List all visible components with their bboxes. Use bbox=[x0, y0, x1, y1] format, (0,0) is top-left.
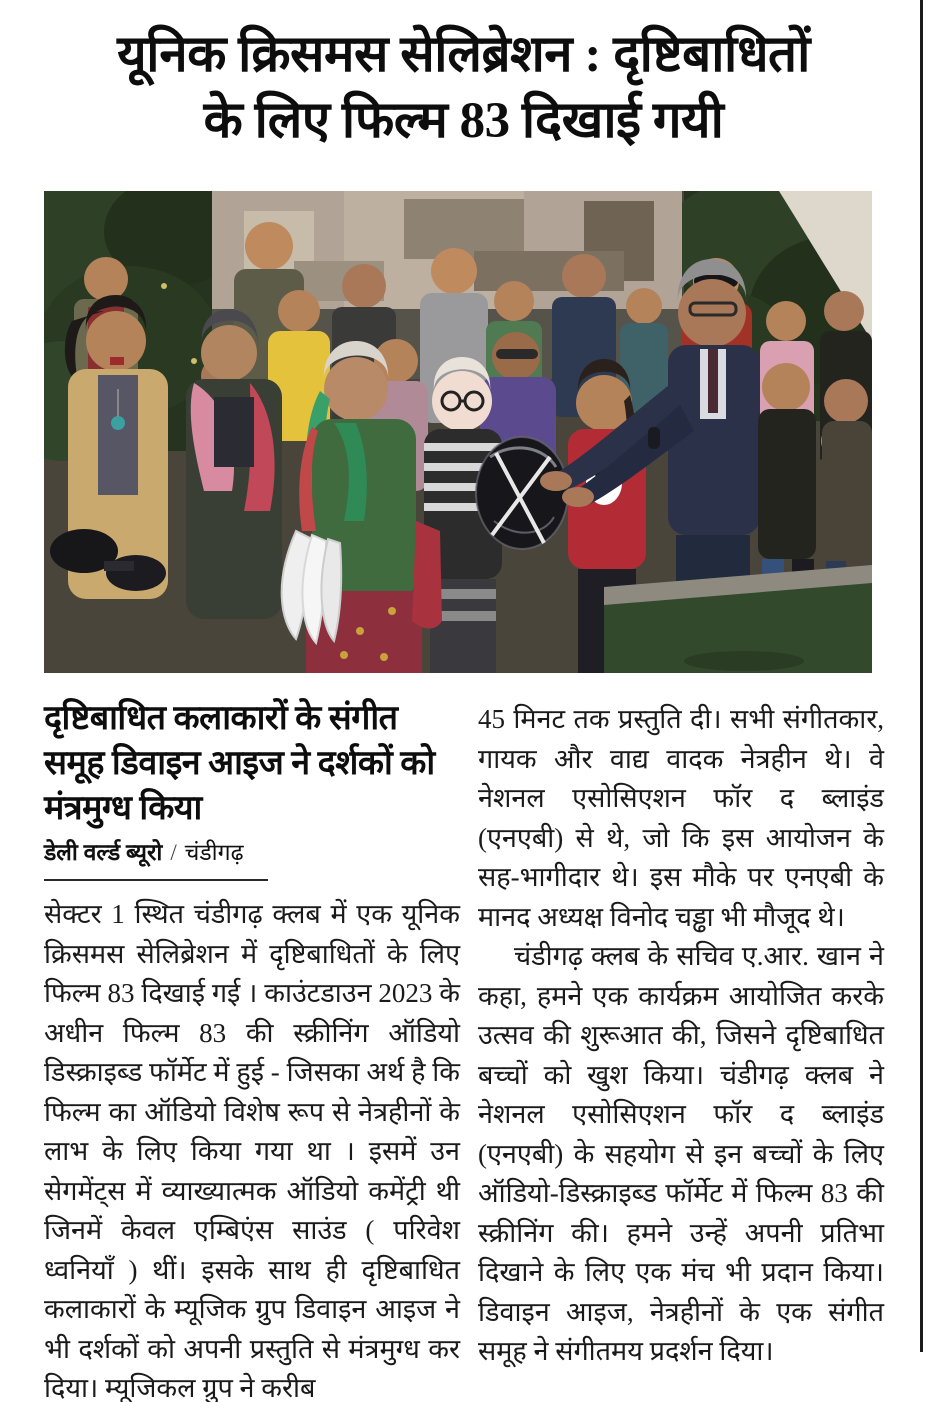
headline-line-1: यूनिक क्रिसमस सेलिब्रेशन : दृष्टिबाधितों bbox=[117, 27, 810, 83]
hand-2 bbox=[562, 487, 594, 507]
gift-package bbox=[476, 437, 568, 549]
byline-bureau: डेली वर्ल्ड ब्यूरो bbox=[44, 840, 163, 865]
byline bbox=[44, 839, 268, 881]
main-headline bbox=[40, 22, 887, 154]
body-paragraph-right-1: 45 मिनट तक प्रस्तुति दी। सभी संगीतकार, गायक और वाद्य वादक नेत्रहीन थे। वे नेशनल एसोसिएशन फॉर द ब्लाइंड (एनएबी) से थे, जो कि इस आयोजन के सह-भागीदार थे। इस मौके पर एनएबी के मानद अध्यक्ष विनोद चड्ढा भी मौजूद थे। bbox=[478, 704, 884, 932]
article-right-column bbox=[478, 700, 884, 1372]
byline-separator: / bbox=[170, 840, 177, 865]
event-photo bbox=[44, 191, 872, 673]
wristwatch bbox=[648, 427, 660, 449]
black-cap-2 bbox=[106, 555, 166, 591]
sub-headline: दृष्टिबाधित कलाकारों के संगीत समूह डिवाइन आइज ने दर्शकों को मंत्रमुग्ध किया bbox=[44, 700, 435, 827]
byline-dateline: चंडीगढ़ bbox=[184, 840, 244, 865]
event-photo-illustration bbox=[44, 191, 872, 673]
hand bbox=[540, 471, 572, 491]
page-edge-rule bbox=[920, 0, 923, 1352]
body-paragraph-right-2: चंडीगढ़ क्लब के सचिव ए.आर. खान ने कहा, हमने एक कार्यक्रम आयोजित करके उत्सव की शुरूआत की, जिसने दृष्टिबाधित बच्चों को खुश किया। चंडीगढ़ क्लब ने नेशनल एसोसिएशन फॉर द ब्लाइंड (एनएबी) के सहयोग से इन बच्चों के लिए ऑडियो-डिस्क्राइब्ड फॉर्मेट में फिल्म 83 की स्क्रीनिंग की। हमने उन्हें अपनी प्रतिभा दिखाने के लिए एक मंच भी प्रदान किया। डिवाइन आइज, नेत्रहीनों के एक संगीत समूह ने संगीतमय प्रदर्शन दिया। bbox=[478, 941, 884, 1366]
white-feather-garland bbox=[282, 531, 341, 643]
headline-line-2: के लिए फिल्म 83 दिखाई गयी bbox=[203, 93, 724, 149]
article-left-column bbox=[44, 696, 460, 1402]
body-paragraph-left: सेक्टर 1 स्थित चंडीगढ़ क्लब में एक यूनिक क्रिसमस सेलिब्रेशन में दृष्टिबाधितों के लिए फिल्म 83 दिखाई गई । काउंटडाउन 2023 के अधीन फिल्म 83 की स्क्रीनिंग ऑडियो डिस्क्राइब्ड फॉर्मेट में हुई - जिसका अर्थ है कि फिल्म का ऑडियो विशेष रूप से नेत्रहीनों के लाभ के लिए किया गया था । इसमें उन सेगमेंट्स में व्याख्यात्मक ऑडियो कमेंट्री थी जिनमें केवल एम्बिएंस साउंड ( परिवेश ध्वनियाँ ) थीं। इसके साथ ही दृष्टिबाधित कलाकारों के म्यूजिक ग्रुप डिवाइन आइज ने भी दर्शकों को अपनी प्रस्तुति से मंत्रमुग्ध कर दिया। म्यूजिकल ग्रुप ने करीब bbox=[44, 899, 460, 1402]
red-bag bbox=[412, 521, 442, 629]
